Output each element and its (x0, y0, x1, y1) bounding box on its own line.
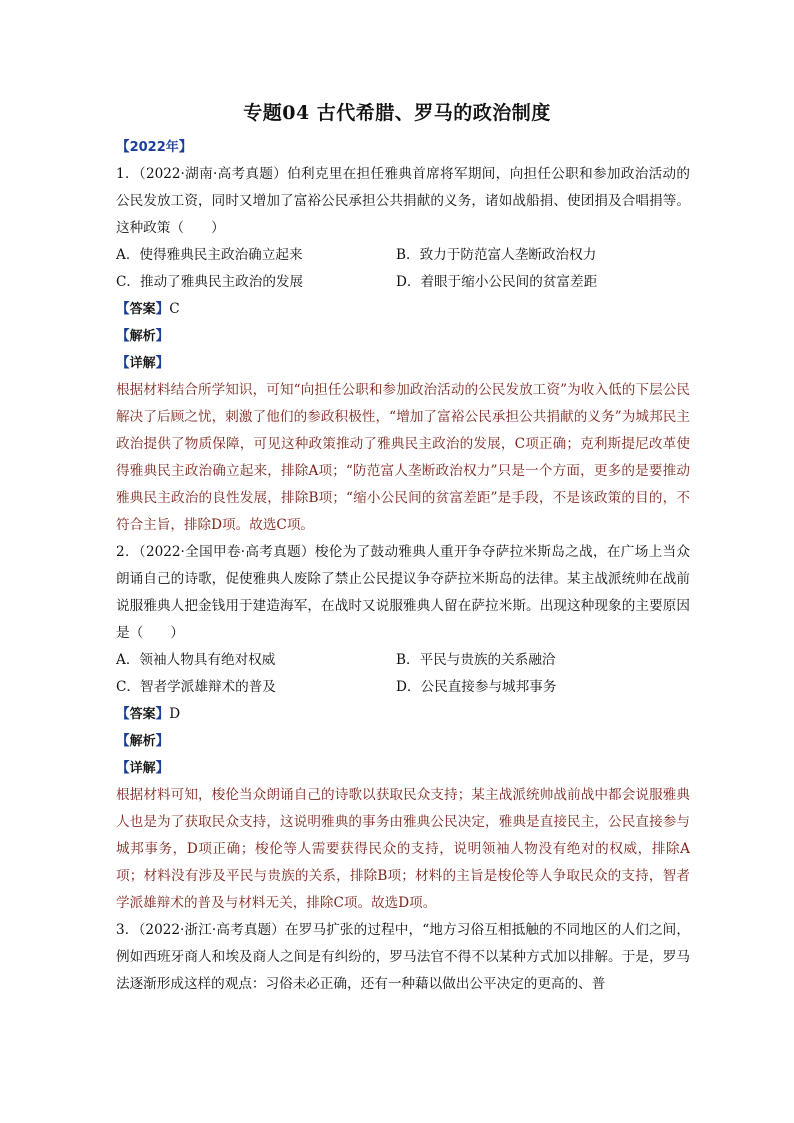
question-2-detail-label: 【详解】 (116, 760, 170, 776)
question-2-options-row-1 (116, 647, 690, 674)
question-1-explanation: 根据材料结合所学知识，可知“向担任公职和参加政治活动的公民发放工资”为收入低的下层公民解决了后顾之忧，刺激了他们的参政积极性，“增加了富裕公民承担公共捐献的义务”为城邦民主政治提供了物质保障，可见这种政策推动了雅典民主政治的发展，C项正确；克利斯提尼改革使得雅典民主政治确立起来，排除A项；“防范富人垄断政治权力”只是一个方面，更多的是要推动雅典民主政治的良性发展，排除B项；“缩小公民间的贫富差距”是手段，不是该政策的目的，不符合主旨，排除D项。故选C项。 (116, 382, 690, 533)
question-1-options-row-2 (116, 269, 690, 296)
option-a: A．使得雅典民主政治确立起来 (116, 247, 303, 263)
option-d: D．公民直接参与城邦事务 (396, 679, 557, 695)
option-d: D．着眼于缩小公民间的贫富差距 (396, 274, 598, 290)
question-3-stem: 3．（2022·浙江·高考真题）在罗马扩张的过程中，“地方习俗互相抵触的不同地区的人们之间，例如西班牙商人和埃及商人之间是有纠纷的，罗马法官不得不以某种方式加以排解。于是，罗马法逐渐形成这样的观点：习俗未必正确，还有一种藉以做出公平决定的更高的、普 (116, 922, 690, 992)
option-b: B．平民与贵族的关系融洽 (396, 652, 556, 668)
question-2-stem: 2．（2022·全国甲卷·高考真题）梭伦为了鼓动雅典人重开争夺萨拉米斯岛之战，在广场上当众朗诵自己的诗歌，促使雅典人废除了禁止公民提议争夺萨拉米斯岛的法律。某主战派统帅在战前说服雅典人把金钱用于建造海军，在战时又说服雅典人留在萨拉米斯。出现这种现象的主要原因是（ ） (116, 544, 690, 641)
year-heading: 【2022年】 (116, 139, 193, 155)
question-2-answer: 【答案】D (116, 706, 181, 722)
option-a: A．领袖人物具有绝对权威 (116, 652, 276, 668)
answer-value: C (169, 301, 180, 317)
page-title: 专题04 古代希腊、罗马的政治制度 (243, 102, 551, 124)
option-c: C．智者学派雄辩术的普及 (116, 679, 276, 695)
question-1-analysis-label: 【解析】 (116, 328, 170, 344)
question-1-answer: 【答案】C (116, 301, 180, 317)
question-2-options-row-2 (116, 674, 690, 701)
option-c: C．推动了雅典民主政治的发展 (116, 274, 304, 290)
option-b: B．致力于防范富人垄断政治权力 (396, 247, 597, 263)
question-1-options-row-1 (116, 242, 690, 269)
document-body (116, 134, 690, 998)
question-2-explanation: 根据材料可知，梭伦当众朗诵自己的诗歌以获取民众支持；某主战派统帅战前战中都会说服雅典人也是为了获取民众支持，这说明雅典的事务由雅典公民决定，雅典是直接民主，公民直接参与城邦事务，D项正确；梭伦等人需要获得民众的支持，说明领袖人物没有绝对的权威，排除A项；材料没有涉及平民与贵族的关系，排除B项；材料的主旨是梭伦等人争取民众的支持，智者学派雄辩术的普及与材料无关，排除C项。故选D项。 (116, 787, 690, 911)
answer-value: D (169, 706, 181, 722)
question-1-stem: 1．（2022·湖南·高考真题）伯利克里在担任雅典首席将军期间，向担任公职和参加政治活动的公民发放工资，同时又增加了富裕公民承担公共捐献的义务，诸如战船捐、使团捐及合唱捐等。这种政策（ ） (116, 166, 690, 236)
question-2-analysis-label: 【解析】 (116, 733, 170, 749)
question-1-detail-label: 【详解】 (116, 355, 170, 371)
